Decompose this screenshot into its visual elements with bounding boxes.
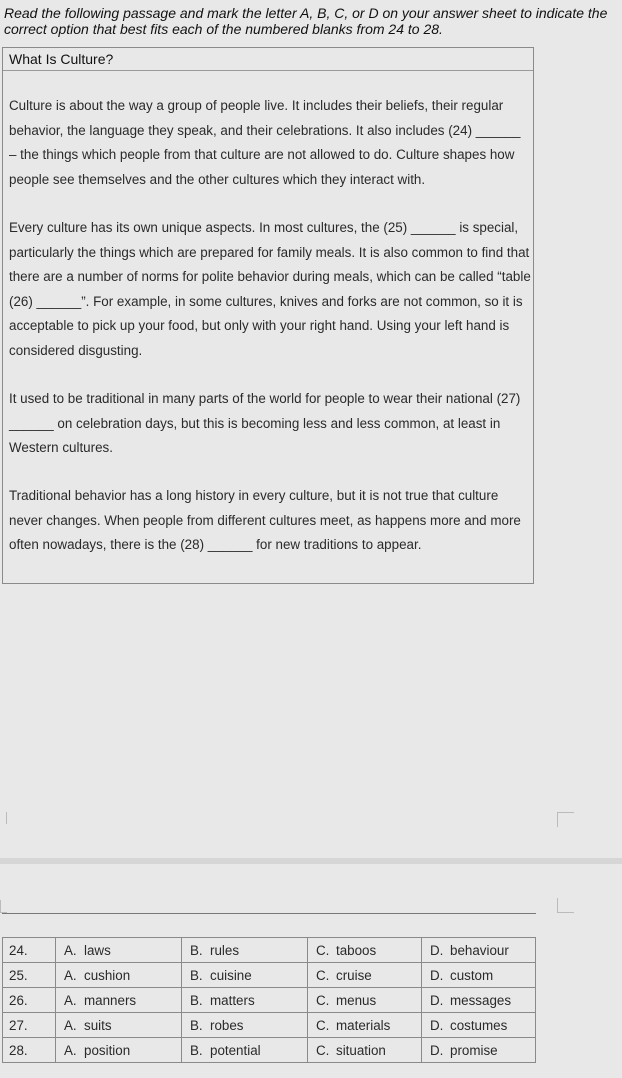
- option-text: menus: [336, 992, 377, 1008]
- option-a[interactable]: [56, 1013, 182, 1038]
- page-break-divider: [0, 858, 622, 864]
- option-b[interactable]: [182, 963, 308, 988]
- paragraph-text: – the things which people from that culture are not allowed to do. Culture shapes how people see themselves and the other cultures which they interact with.: [9, 147, 515, 187]
- option-text: manners: [84, 992, 137, 1008]
- blank-24: (24) ______: [448, 122, 521, 138]
- option-text: suits: [84, 1017, 112, 1033]
- option-letter: B.: [190, 967, 203, 983]
- option-a[interactable]: [56, 963, 182, 988]
- option-d[interactable]: [422, 1013, 536, 1038]
- option-letter: B.: [190, 992, 203, 1008]
- option-c[interactable]: [308, 938, 422, 963]
- option-letter: A.: [64, 1042, 77, 1058]
- option-letter: B.: [190, 1017, 203, 1033]
- page-corner-mark: [0, 900, 7, 913]
- blank-28: (28) ______: [180, 537, 253, 552]
- option-b[interactable]: [182, 938, 308, 963]
- instructions-text: Read the following passage and mark the letter A, B, C, or D on your answer sheet to indicate the correct option that best fits each of the numbered blanks from 24 to 28.: [4, 5, 608, 37]
- horizontal-rule: [2, 913, 536, 914]
- option-d[interactable]: [422, 938, 536, 963]
- option-letter: A.: [64, 1017, 77, 1033]
- option-text: rules: [210, 942, 240, 958]
- option-letter: A.: [64, 992, 77, 1008]
- page-corner-mark: [0, 812, 7, 824]
- option-letter: A.: [64, 967, 77, 983]
- option-letter: C.: [316, 1042, 330, 1058]
- question-number: 26.: [3, 988, 56, 1013]
- table-row: [3, 1038, 536, 1063]
- page-corner-mark: [557, 898, 574, 913]
- option-b[interactable]: [182, 988, 308, 1013]
- option-letter: D.: [430, 942, 444, 958]
- paragraph-text: Culture is about the way a group of people live. It includes their beliefs, their regular behavior, the language they speak, and their celebrations. It also includes: [9, 98, 504, 138]
- option-text: custom: [450, 967, 494, 983]
- paragraph-text: Every culture has its own unique aspects. In most cultures, the: [9, 220, 384, 235]
- option-letter: D.: [430, 1017, 444, 1033]
- question-number: 27.: [3, 1013, 56, 1038]
- passage-paragraph-3: [9, 387, 531, 461]
- question-number: 28.: [3, 1038, 56, 1063]
- option-letter: C.: [316, 992, 330, 1008]
- option-d[interactable]: [422, 1038, 536, 1063]
- passage-paragraph-4: [9, 484, 531, 558]
- paragraph-text: It used to be traditional in many parts of the world for people to wear their national: [9, 391, 497, 406]
- table-row: [3, 1013, 536, 1038]
- paragraph-text: ”. For example, in some cultures, knives and forks are not common, so it is acceptable to pick up your food, but only with your right hand. Using your left hand is considered disgusting.: [9, 293, 523, 358]
- option-d[interactable]: [422, 963, 536, 988]
- blank-27: (27) ______: [9, 391, 521, 431]
- option-text: situation: [336, 1042, 386, 1058]
- option-a[interactable]: [56, 988, 182, 1013]
- table-row: [3, 938, 536, 963]
- option-letter: D.: [430, 992, 444, 1008]
- question-number: 25.: [3, 963, 56, 988]
- option-letter: A.: [64, 942, 77, 958]
- option-text: materials: [336, 1017, 391, 1033]
- table-row: [3, 988, 536, 1013]
- option-b[interactable]: [182, 1038, 308, 1063]
- option-d[interactable]: [422, 988, 536, 1013]
- paragraph-text: on celebration days, but this is becoming less and less common, at least in Western cultures.: [9, 415, 501, 455]
- passage-box: [2, 47, 534, 584]
- option-letter: B.: [190, 942, 203, 958]
- option-text: laws: [84, 942, 111, 958]
- option-c[interactable]: [308, 1013, 422, 1038]
- option-text: costumes: [450, 1017, 508, 1033]
- option-letter: B.: [190, 1042, 203, 1058]
- option-text: potential: [210, 1042, 261, 1058]
- option-a[interactable]: [56, 938, 182, 963]
- option-c[interactable]: [308, 988, 422, 1013]
- option-text: cushion: [84, 967, 131, 983]
- passage-title-row: [3, 48, 533, 71]
- option-letter: D.: [430, 967, 444, 983]
- option-text: robes: [210, 1017, 244, 1033]
- blank-26: (26) ______: [9, 293, 82, 309]
- option-c[interactable]: [308, 1038, 422, 1063]
- paragraph-text: Traditional behavior has a long history in every culture, but it is not true that culture never changes. When people from different cultures meet, as happens more and more often nowadays, there is the: [9, 488, 521, 552]
- blank-25: (25) ______: [383, 220, 456, 235]
- option-text: matters: [210, 992, 255, 1008]
- option-c[interactable]: [308, 963, 422, 988]
- passage-paragraph-2: [9, 216, 531, 363]
- paragraph-text: is special, particularly the things which are prepared for family meals. It is also common to find that there are a number of norms for polite behavior during meals, which can be called “table: [9, 220, 531, 284]
- option-letter: C.: [316, 942, 330, 958]
- option-letter: C.: [316, 1017, 330, 1033]
- option-text: taboos: [336, 942, 377, 958]
- option-text: messages: [450, 992, 512, 1008]
- passage-paragraph-1: [9, 94, 531, 192]
- option-text: cuisine: [210, 967, 252, 983]
- passage-title: What Is Culture?: [9, 51, 114, 67]
- option-letter: C.: [316, 967, 330, 983]
- paragraph-text: for new traditions to appear.: [252, 537, 422, 552]
- option-letter: D.: [430, 1042, 444, 1058]
- option-text: cruise: [336, 967, 372, 983]
- option-text: position: [84, 1042, 131, 1058]
- question-number: 24.: [3, 938, 56, 963]
- page-corner-mark: [557, 812, 574, 827]
- option-text: promise: [450, 1042, 498, 1058]
- option-text: behaviour: [450, 942, 509, 958]
- table-row: [3, 963, 536, 988]
- option-a[interactable]: [56, 1038, 182, 1063]
- option-b[interactable]: [182, 1013, 308, 1038]
- answer-options-table: [2, 937, 536, 1063]
